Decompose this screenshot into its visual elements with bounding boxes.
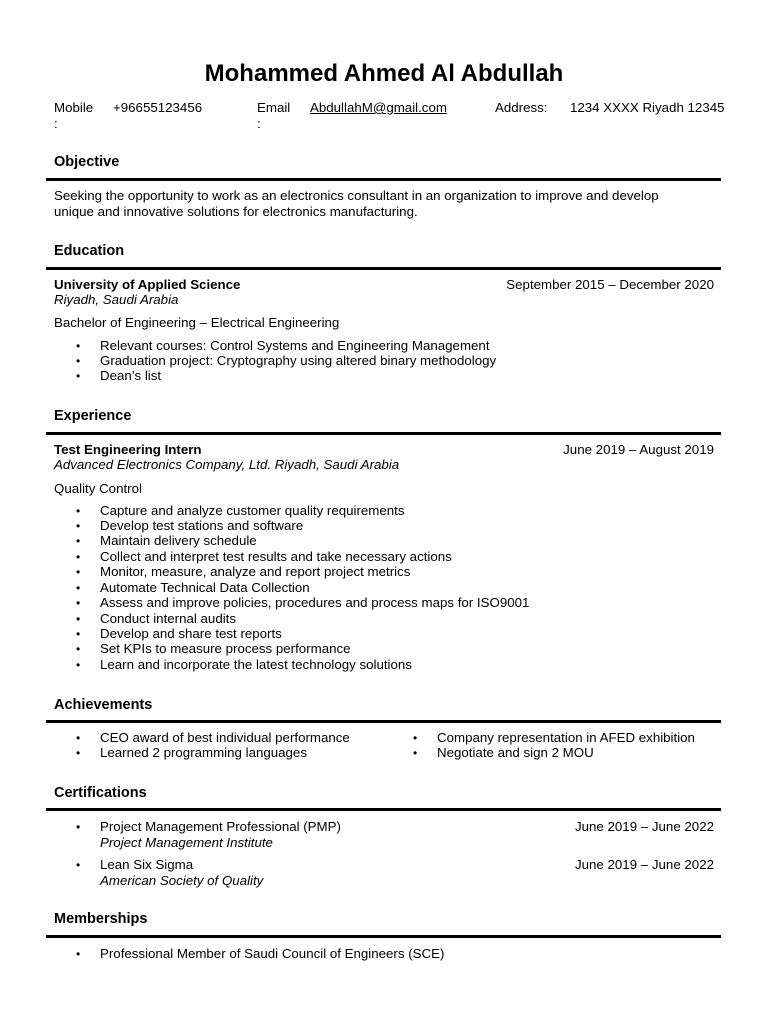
achievement-item: Learned 2 programming languages bbox=[100, 745, 307, 760]
experience-bullet: Develop test stations and software bbox=[100, 518, 304, 533]
experience-bullet: Set KPIs to measure process performance bbox=[100, 641, 351, 656]
mobile-value: +96655123456 bbox=[113, 100, 203, 115]
experience-divider bbox=[46, 432, 721, 435]
experience-dates: June 2019 – August 2019 bbox=[563, 442, 714, 457]
certification-name: Project Management Professional (PMP) bbox=[100, 819, 341, 834]
experience-bullet: Automate Technical Data Collection bbox=[100, 580, 310, 595]
achievements-heading: Achievements bbox=[54, 697, 153, 713]
certification-issuer: American Society of Quality bbox=[100, 873, 264, 888]
experience-bullet: Assess and improve policies, procedures and process maps for ISO9001 bbox=[100, 595, 530, 610]
certification-dates: June 2019 – June 2022 bbox=[574, 857, 714, 872]
bullet-icon: • bbox=[76, 534, 81, 548]
membership-item: Professional Member of Saudi Council of Engineers (SCE) bbox=[100, 946, 445, 961]
objective-divider bbox=[46, 178, 721, 181]
bullet-icon: • bbox=[76, 820, 81, 834]
education-bullet: Dean’s list bbox=[100, 368, 162, 383]
bullet-icon: • bbox=[413, 731, 418, 745]
bullet-icon: • bbox=[76, 627, 81, 641]
achievement-item: Negotiate and sign 2 MOU bbox=[437, 745, 594, 760]
bullet-icon: • bbox=[76, 581, 81, 595]
education-degree: Bachelor of Engineering – Electrical Engineering bbox=[54, 315, 340, 330]
education-bullet: Relevant courses: Control Systems and Engineering Management bbox=[100, 338, 490, 353]
experience-bullet: Develop and share test reports bbox=[100, 626, 282, 641]
bullet-icon: • bbox=[76, 731, 81, 745]
education-bullet: Graduation project: Cryptography using altered binary methodology bbox=[100, 353, 497, 368]
email-label: Email bbox=[257, 100, 291, 115]
bullet-icon: • bbox=[76, 369, 81, 383]
bullet-icon: • bbox=[76, 596, 81, 610]
mobile-label-colon: : bbox=[54, 116, 58, 131]
certification-issuer: Project Management Institute bbox=[100, 835, 273, 850]
bullet-icon: • bbox=[76, 947, 81, 961]
education-divider bbox=[46, 267, 721, 270]
bullet-icon: • bbox=[76, 612, 81, 626]
bullet-icon: • bbox=[76, 339, 81, 353]
education-location: Riyadh, Saudi Arabia bbox=[54, 292, 179, 307]
certifications-heading: Certifications bbox=[54, 785, 147, 801]
bullet-icon: • bbox=[76, 504, 81, 518]
experience-bullet: Capture and analyze customer quality requirements bbox=[100, 503, 405, 518]
experience-bullet: Collect and interpret test results and take necessary actions bbox=[100, 549, 452, 564]
bullet-icon: • bbox=[76, 354, 81, 368]
bullet-icon: • bbox=[413, 746, 418, 760]
certification-name: Lean Six Sigma bbox=[100, 857, 194, 872]
certifications-divider bbox=[46, 808, 721, 811]
memberships-heading: Memberships bbox=[54, 911, 148, 927]
bullet-icon: • bbox=[76, 550, 81, 564]
bullet-icon: • bbox=[76, 565, 81, 579]
objective-line-1: Seeking the opportunity to work as an electronics consultant in an organization to improve and develop bbox=[54, 188, 659, 203]
email-label-colon: : bbox=[257, 116, 261, 131]
mobile-label: Mobile bbox=[54, 100, 94, 115]
experience-bullet: Conduct internal audits bbox=[100, 611, 237, 626]
education-heading: Education bbox=[54, 243, 125, 259]
education-dates: September 2015 – December 2020 bbox=[506, 277, 714, 292]
bullet-icon: • bbox=[76, 519, 81, 533]
experience-company: Advanced Electronics Company, Ltd. Riyadh, Saudi Arabia bbox=[54, 457, 400, 472]
address-label: Address: bbox=[495, 100, 548, 115]
objective-line-2: unique and innovative solutions for electronics manufacturing. bbox=[54, 204, 418, 219]
bullet-icon: • bbox=[76, 658, 81, 672]
experience-role: Test Engineering Intern bbox=[54, 442, 202, 457]
experience-heading: Experience bbox=[54, 408, 132, 424]
bullet-icon: • bbox=[76, 858, 81, 872]
achievement-item: Company representation in AFED exhibition bbox=[437, 730, 695, 745]
achievements-divider bbox=[46, 720, 721, 723]
experience-bullet: Monitor, measure, analyze and report project metrics bbox=[100, 564, 411, 579]
resume-name: Mohammed Ahmed Al Abdullah bbox=[204, 60, 564, 87]
memberships-divider bbox=[46, 935, 721, 938]
certification-dates: June 2019 – June 2022 bbox=[574, 819, 714, 834]
bullet-icon: • bbox=[76, 746, 81, 760]
email-link[interactable]: AbdullahM@gmail.com bbox=[310, 100, 447, 115]
bullet-icon: • bbox=[76, 642, 81, 656]
experience-area: Quality Control bbox=[54, 481, 142, 496]
education-school: University of Applied Science bbox=[54, 277, 241, 292]
experience-bullet: Learn and incorporate the latest technology solutions bbox=[100, 657, 412, 672]
objective-heading: Objective bbox=[54, 154, 120, 170]
address-value: 1234 XXXX Riyadh 12345 bbox=[570, 100, 725, 115]
experience-bullet: Maintain delivery schedule bbox=[100, 533, 257, 548]
achievement-item: CEO award of best individual performance bbox=[100, 730, 350, 745]
